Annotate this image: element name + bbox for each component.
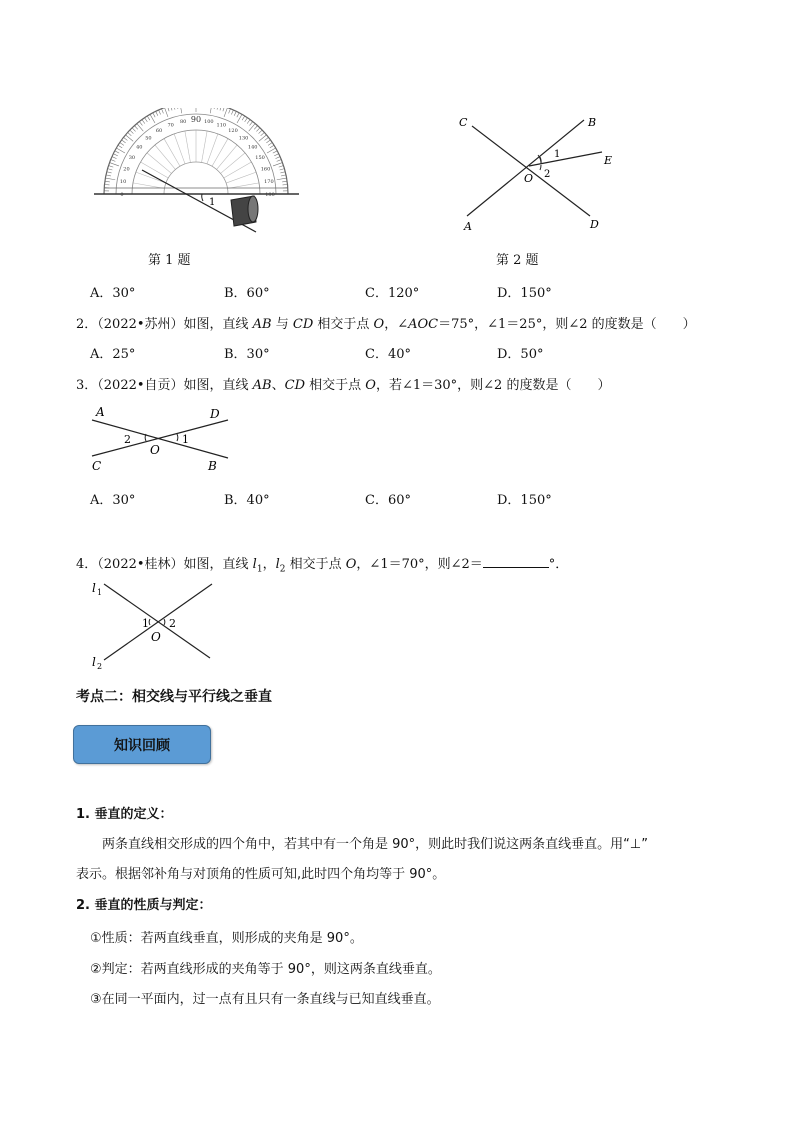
property-2: ②判定：若两直线形成的夹角等于 90°，则这两条直线垂直。 — [90, 962, 441, 977]
protractor-tick — [210, 108, 212, 113]
protractor-tick — [250, 122, 253, 126]
protractor-tick — [174, 108, 175, 110]
protractor-tick — [132, 128, 135, 132]
protractor-label: 180 — [265, 192, 275, 198]
protractor-tick — [105, 178, 115, 180]
protractor-tick — [231, 110, 233, 115]
fig4-l2: l — [92, 655, 96, 669]
fig2-point-C: C — [459, 116, 468, 129]
protractor-tick — [139, 122, 142, 126]
fig3-point-B: B — [208, 459, 217, 473]
protractor-label: 110 — [216, 122, 227, 129]
property-3: ③在同一平面内，过一点有且只有一条直线与已知直线垂直。 — [90, 992, 440, 1007]
q2-cd: CD — [292, 317, 314, 332]
protractor-tick — [156, 111, 158, 115]
q3-o: O — [365, 378, 376, 393]
protractor-tick — [124, 137, 128, 140]
q3-option-a[interactable]: A．30° — [90, 493, 136, 508]
protractor-tick — [110, 163, 119, 166]
fig2-point-E: E — [604, 154, 613, 167]
protractor-tick — [145, 118, 148, 122]
q3-option-b[interactable]: B．40° — [224, 493, 270, 508]
protractor-tick — [107, 172, 112, 173]
q3-mid2: 相交于点 — [305, 378, 366, 393]
protractor-tick — [217, 108, 218, 110]
fig4-angle-1: 1 — [142, 617, 149, 630]
protractor-spoke — [147, 153, 172, 174]
protractor-tick — [273, 163, 282, 166]
protractor-tick — [115, 151, 119, 153]
protractor-tick — [171, 108, 172, 110]
protractor-tick — [120, 143, 124, 146]
figure-1-caption: 第 1 题 — [148, 253, 191, 268]
protractor-tick — [106, 175, 111, 176]
q1-option-a[interactable]: A．30° — [90, 286, 136, 301]
protractor-tick — [256, 128, 259, 132]
protractor-label: 100 — [204, 119, 214, 126]
protractor-label: 50 — [145, 135, 152, 142]
protractor-label: 30 — [128, 155, 136, 161]
fig4-point-O: O — [151, 630, 161, 644]
figure-3 — [86, 404, 236, 476]
protractor-tick — [214, 108, 215, 109]
protractor-tick — [223, 108, 225, 111]
fig3-point-D: D — [210, 407, 220, 421]
q4-o: O — [345, 557, 357, 572]
protractor-tick — [275, 157, 280, 159]
q4-sep: ， — [262, 557, 276, 572]
protractor-label: 140 — [247, 144, 258, 151]
protractor-tick — [279, 166, 284, 168]
protractor-tick — [245, 118, 248, 122]
protractor-label: 160 — [260, 166, 271, 173]
definition-title: 1. 垂直的定义： — [76, 807, 173, 822]
protractor-tick — [266, 140, 270, 143]
q4-l1: l — [252, 557, 257, 572]
protractor-tick — [122, 140, 126, 143]
protractor-prism — [231, 196, 258, 226]
protractor-tick — [273, 151, 277, 153]
q1-option-b[interactable]: B．60° — [224, 286, 270, 301]
protractor-tick — [220, 108, 221, 110]
q4-l1-sub: 1 — [256, 564, 263, 575]
q4-mid: 相交于点 — [285, 557, 346, 572]
q2-stem — [76, 313, 696, 332]
q2-mid1: 与 — [271, 317, 293, 332]
q3-prefix: 3．（2022•自贡）如图，直线 — [76, 378, 253, 393]
protractor-tick — [234, 111, 236, 115]
q2-ab: AB — [252, 317, 272, 332]
q2-mid3: ，∠ — [384, 317, 409, 332]
figure-2-caption: 第 2 题 — [496, 253, 539, 268]
fig2-angle-2: 2 — [544, 169, 551, 180]
protractor-tick — [108, 169, 113, 170]
protractor-tick — [180, 108, 182, 113]
protractor-label: 0 — [120, 192, 124, 198]
q3-option-d[interactable]: D．150° — [497, 493, 552, 508]
protractor-label: 90 — [190, 115, 202, 124]
protractor-tick — [277, 160, 282, 162]
q4-mid2: ，∠1＝70°，则∠2＝ — [356, 557, 483, 572]
protractor-spoke — [155, 145, 176, 170]
protractor-tick — [265, 137, 269, 140]
protractor-tick — [177, 108, 178, 109]
q2-option-d[interactable]: D．50° — [497, 347, 544, 362]
q2-option-a[interactable]: A．25° — [90, 347, 136, 362]
protractor-tick — [128, 132, 132, 135]
protractor-label: 70 — [167, 122, 174, 129]
protractor-tick — [280, 169, 285, 170]
q4-stem — [76, 553, 568, 575]
q3-cd: CD — [284, 378, 305, 393]
q4-prefix: 4．（2022•桂林）如图，直线 — [76, 557, 253, 572]
q2-prefix: 2．（2022•苏州）如图，直线 — [76, 317, 253, 332]
protractor-spoke — [217, 145, 238, 170]
protractor-spoke — [202, 131, 208, 163]
protractor-label: 130 — [238, 135, 249, 142]
q2-aoc: AOC — [408, 317, 439, 332]
fig4-angle-2: 2 — [169, 617, 176, 630]
q1-option-c[interactable]: C．120° — [365, 286, 420, 301]
fig4-l2-sub: 2 — [97, 662, 103, 671]
fig3-point-A: A — [96, 405, 105, 419]
protractor-label: 20 — [123, 166, 130, 173]
protractor-tick — [142, 120, 145, 124]
q3-ab: AB — [252, 378, 272, 393]
protractor-tick — [277, 178, 287, 180]
q3-suffix: ，若∠1＝30°，则∠2 的度数是（ ） — [375, 378, 611, 393]
q2-o: O — [373, 317, 385, 332]
q2-option-c[interactable]: C．40° — [365, 347, 411, 362]
fig3-point-O: O — [150, 443, 160, 457]
protractor-tick — [118, 145, 122, 148]
protractor-tick — [229, 109, 231, 114]
protractor-tick — [162, 109, 164, 114]
protractor-tick — [111, 160, 116, 162]
protractor-label: 10 — [119, 179, 127, 186]
protractor-tick — [259, 135, 267, 141]
protractor-label: 80 — [179, 119, 187, 126]
protractor-label: 40 — [136, 144, 143, 151]
protractor-label: 60 — [155, 127, 163, 134]
protractor-tick — [112, 157, 117, 159]
protractor-tick — [109, 166, 114, 168]
protractor-tick — [270, 145, 274, 148]
protractor-tick — [137, 124, 143, 132]
fig2-point-B: B — [588, 116, 597, 129]
fig3-angle-1: 1 — [182, 433, 189, 446]
fig3-point-C: C — [92, 459, 102, 473]
protractor-tick — [134, 126, 137, 130]
q4-suffix: °． — [548, 557, 569, 572]
figure-1-protractor — [94, 108, 304, 238]
figure-2 — [452, 108, 622, 238]
q3-stem — [76, 374, 610, 393]
protractor-tick — [159, 110, 161, 115]
q3-mid1: 、 — [271, 378, 285, 393]
definition-line-1: 两条直线相交形成的四个角中，若其中有一个角是 90°，则此时我们说这两条直线垂直。用“⊥” — [102, 837, 648, 852]
figure-4 — [86, 578, 226, 674]
protractor-tick — [224, 108, 227, 117]
protractor-tick — [249, 124, 255, 132]
protractor-tick — [259, 130, 263, 133]
property-1: ①性质：若两直线垂直，则形成的夹角是 90°。 — [90, 931, 363, 946]
fig4-l1-sub: 1 — [97, 588, 103, 597]
protractor-tick — [113, 154, 117, 156]
fig1-angle-1-label: 1 — [209, 197, 216, 208]
protractor-tick — [165, 108, 168, 117]
protractor-tick — [254, 126, 257, 130]
protractor-tick — [237, 113, 239, 117]
q2-mid2: 相交于点 — [313, 317, 374, 332]
protractor-tick — [130, 130, 134, 133]
q1-option-d[interactable]: D．150° — [497, 286, 552, 301]
protractor-tick — [242, 116, 245, 120]
protractor-tick — [247, 120, 250, 124]
fig2-point-D: D — [590, 218, 599, 231]
protractor-label: 120 — [228, 127, 238, 134]
fig3-angle-2: 2 — [124, 433, 131, 446]
q4-l2-sub: 2 — [279, 564, 286, 575]
property-title: 2. 垂直的性质与判定： — [76, 898, 212, 913]
fig2-angle-1: 1 — [554, 149, 561, 160]
q3-option-c[interactable]: C．60° — [365, 493, 411, 508]
protractor-tick — [268, 143, 272, 146]
definition-line-2: 表示。根据邻补角与对顶角的性质可知,此时四个角均等于 90°。 — [76, 867, 446, 882]
q4-l2: l — [275, 557, 280, 572]
fig2-point-A: A — [464, 220, 472, 233]
fig4-l1: l — [92, 581, 96, 595]
protractor-tick — [126, 135, 134, 141]
protractor-tick — [282, 181, 287, 182]
protractor-tick — [261, 132, 265, 135]
protractor-label: 170 — [264, 179, 274, 186]
protractor-tick — [105, 181, 110, 182]
protractor-tick — [153, 113, 155, 117]
protractor-spoke — [185, 131, 191, 163]
protractor-tick — [280, 172, 285, 173]
protractor-tick — [105, 184, 110, 185]
protractor-spoke — [221, 153, 246, 174]
q2-suffix: ＝75°，∠1＝25°，则∠2 的度数是（ ） — [438, 317, 696, 332]
protractor-label: 150 — [255, 155, 265, 161]
protractor-tick — [283, 184, 288, 185]
knowledge-review-button[interactable]: 知识回顾 — [73, 725, 211, 764]
protractor-tick — [168, 108, 170, 111]
protractor-tick — [147, 116, 150, 120]
protractor-tick — [274, 154, 278, 156]
fig2-point-O: O — [524, 172, 534, 185]
q2-option-b[interactable]: B．30° — [224, 347, 270, 362]
q4-answer-blank[interactable] — [483, 555, 549, 568]
section-2-title: 考点二：相交线与平行线之垂直 — [76, 689, 272, 705]
protractor-tick — [281, 175, 286, 176]
